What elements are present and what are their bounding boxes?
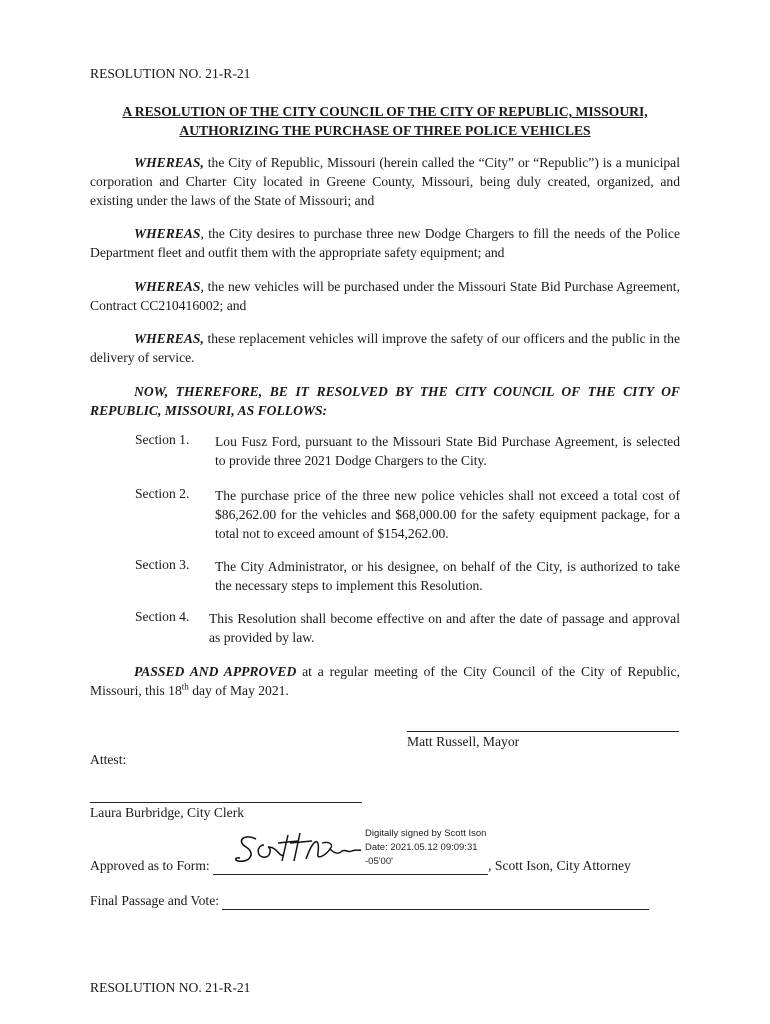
section-1-text: Lou Fusz Ford, pursuant to the Missouri State Bid Purchase Agreement, is selected to provide three 2021 Dodge Chargers to the City.: [215, 434, 680, 468]
passed-superscript: th: [181, 681, 189, 692]
passed-lead: PASSED AND APPROVED: [134, 664, 297, 679]
whereas-paragraph-4: [90, 329, 680, 367]
resolved-clause: [90, 382, 680, 420]
section-1-label: Section 1.: [135, 432, 190, 447]
final-passage-blank: [222, 893, 649, 910]
whereas-paragraph-1: [90, 153, 680, 210]
approved-as-to-form-row: [90, 858, 631, 875]
section-3-text: The City Administrator, or his designee, on behalf of the City, is authorized to take the necessary steps to implement this Resolution.: [215, 559, 680, 593]
whereas-lead: WHEREAS,: [134, 155, 204, 170]
passed-text: at a regular meeting of the City Council of the City of Republic, Missouri, this 18: [90, 664, 680, 698]
resolved-text: NOW, THEREFORE, BE IT RESOLVED BY THE CITY COUNCIL OF THE CITY OF REPUBLIC, MISSOURI, AS FOLLOWS:: [90, 384, 680, 418]
section-4-text: This Resolution shall become effective on and after the date of passage and approval as provided by law.: [209, 611, 680, 645]
whereas-paragraph-2: [90, 224, 680, 262]
approved-form-blank: [213, 858, 488, 875]
passed-text-end: day of May 2021.: [188, 683, 289, 698]
digital-signature-line-3: -05'00': [365, 856, 393, 867]
whereas-lead: WHEREAS,: [134, 331, 204, 346]
digital-signature-line-1: Digitally signed by Scott Ison: [365, 828, 487, 839]
mayor-name: Matt Russell, Mayor: [407, 734, 520, 749]
digital-signature-line-2: Date: 2021.05.12 09:09:31: [365, 842, 478, 853]
section-2-text: The purchase price of the three new police vehicles shall not exceed a total cost of $86,262.00 for the vehicles and $68,000.00 for the safety equipment package, for a total not to exceed amount of $154,262.00.: [215, 488, 680, 541]
whereas-text: , the City desires to purchase three new Dodge Chargers to fill the needs of the Police Department fleet and outfit them with the appropriate safety equipment; and: [90, 226, 680, 260]
clerk-signature-line: [90, 802, 362, 803]
passed-and-approved-paragraph: [90, 662, 680, 700]
attest-label: Attest:: [90, 752, 127, 767]
whereas-text: , the new vehicles will be purchased under the Missouri State Bid Purchase Agreement, Contract CC210416002; and: [90, 279, 680, 313]
section-4-label: Section 4.: [135, 609, 190, 624]
clerk-name: Laura Burbridge, City Clerk: [90, 805, 245, 820]
final-passage-row: [90, 893, 649, 910]
title-line-2: AUTHORIZING THE PURCHASE OF THREE POLICE VEHICLES: [179, 123, 591, 138]
whereas-lead: WHEREAS: [134, 279, 201, 294]
title-line-1: A RESOLUTION OF THE CITY COUNCIL OF THE CITY OF REPUBLIC, MISSOURI,: [122, 104, 648, 119]
resolution-title: [90, 102, 680, 140]
mayor-signature-line: [407, 731, 679, 732]
approved-as-to-form-label: Approved as to Form:: [90, 858, 210, 873]
section-3-label: Section 3.: [135, 557, 190, 572]
resolution-number-footer: RESOLUTION NO. 21-R-21: [90, 980, 251, 995]
section-2-label: Section 2.: [135, 486, 190, 501]
whereas-paragraph-3: [90, 277, 680, 315]
resolution-number-header: RESOLUTION NO. 21-R-21: [90, 66, 251, 81]
whereas-text: the City of Republic, Missouri (herein called the “City” or “Republic”) is a municipal corporation and Charter City located in Greene County, Missouri, being duly created, organized, and existing under the laws of the State of Missouri; and: [90, 155, 680, 208]
final-passage-label: Final Passage and Vote:: [90, 893, 220, 908]
city-attorney-label: , Scott Ison, City Attorney: [488, 858, 631, 873]
whereas-text: these replacement vehicles will improve the safety of our officers and the public in the delivery of service.: [90, 331, 680, 365]
whereas-lead: WHEREAS: [134, 226, 201, 241]
